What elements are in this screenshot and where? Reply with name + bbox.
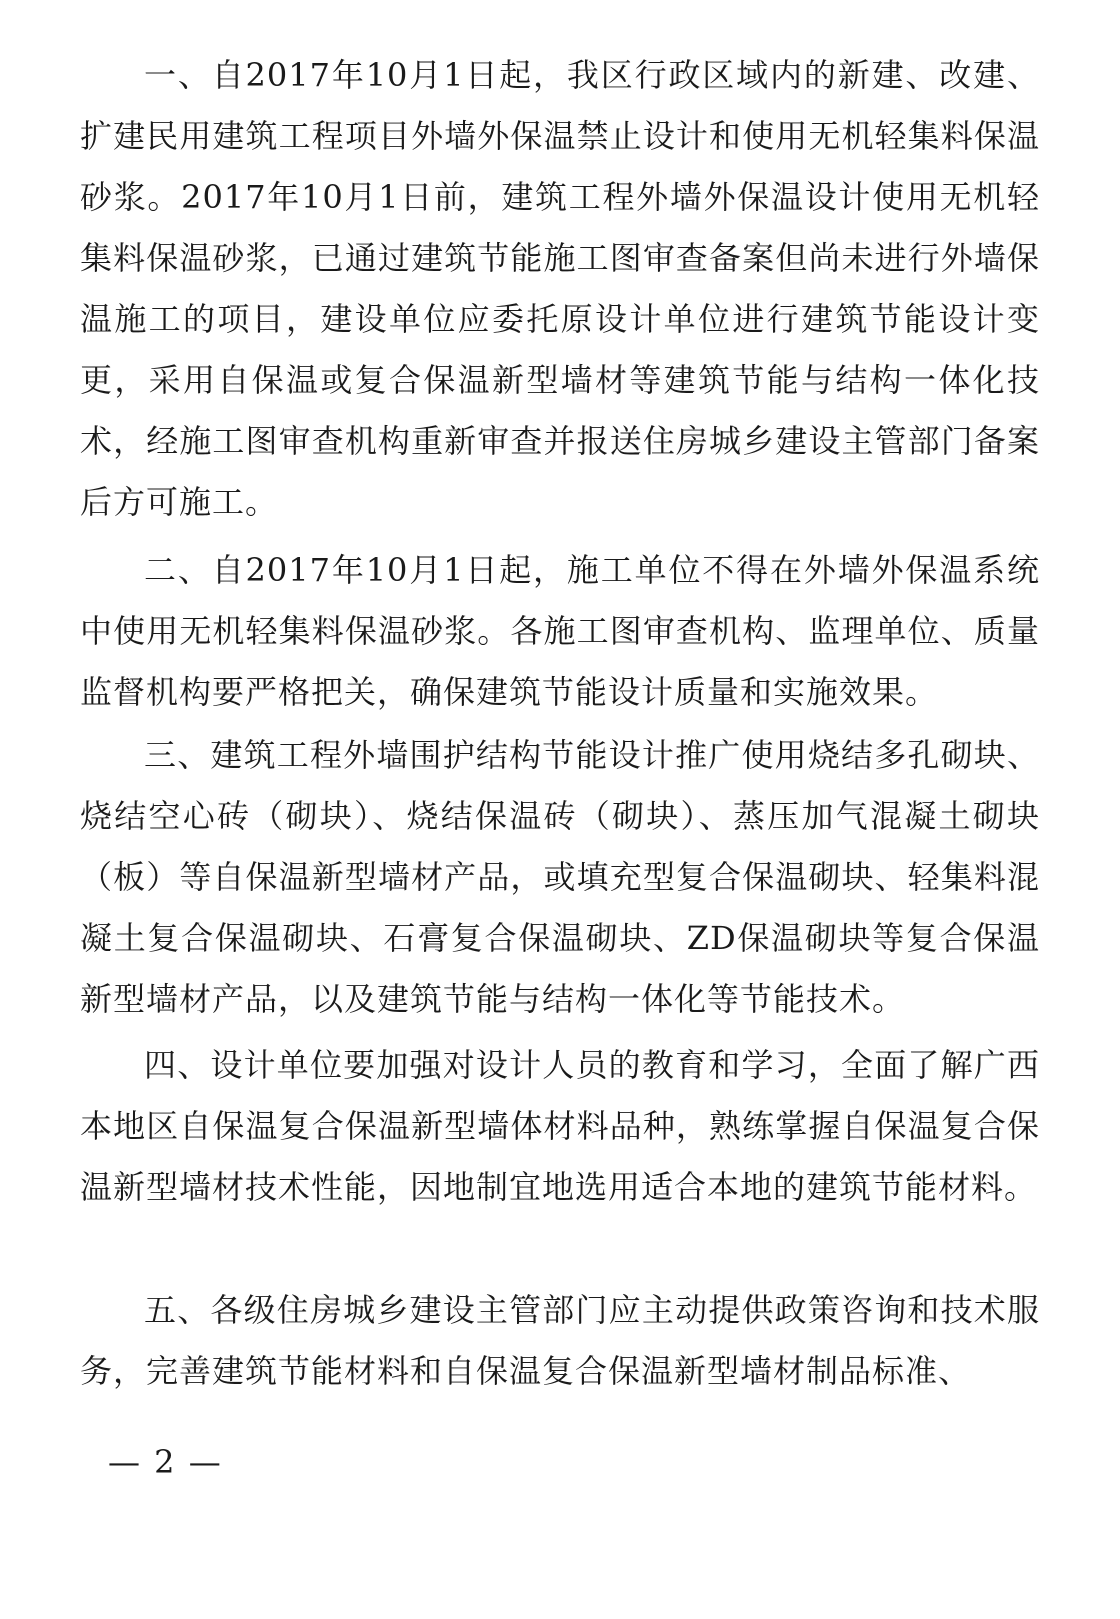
page-number: — 2 — [108, 1443, 223, 1481]
paragraph-2: 二、自2017年10月1日起，施工单位不得在外墙外保温系统中使用无机轻集料保温砂浆。各施工图审查机构、监理单位、质量监督机构要严格把关，确保建筑节能设计质量和实施效果。 [80, 551, 1040, 711]
paragraph-3: 三、建筑工程外墙围护结构节能设计推广使用烧结多孔砌块、烧结空心砖（砌块）、烧结保温砖（砌块）、蒸压加气混凝土砌块（板）等自保温新型墙材产品，或填充型复合保温砌块、轻集料混凝土复合保温砌块、石膏复合保温砌块、ZD保温砌块等复合保温新型墙材产品，以及建筑节能与结构一体化等节能技术。 [80, 736, 1040, 1018]
paragraph-1: 一、自2017年10月1日起，我区行政区域内的新建、改建、扩建民用建筑工程项目外墙外保温禁止设计和使用无机轻集料保温砂浆。2017年10月1日前，建筑工程外墙外保温设计使用无机轻集料保温砂浆，已通过建筑节能施工图审查备案但尚未进行外墙保温施工的项目，建设单位应委托原设计单位进行建筑节能设计变更，采用自保温或复合保温新型墙材等建筑节能与结构一体化技术，经施工图审查机构重新审查并报送住房城乡建设主管部门备案后方可施工。 [80, 56, 1040, 521]
paragraph-4: 四、设计单位要加强对设计人员的教育和学习，全面了解广西本地区自保温复合保温新型墙体材料品种，熟练掌握自保温复合保温新型墙材技术性能，因地制宜地选用适合本地的建筑节能材料。 [80, 1046, 1040, 1206]
paragraph-5: 五、各级住房城乡建设主管部门应主动提供政策咨询和技术服务，完善建筑节能材料和自保温复合保温新型墙材制品标准、 [80, 1291, 1040, 1390]
